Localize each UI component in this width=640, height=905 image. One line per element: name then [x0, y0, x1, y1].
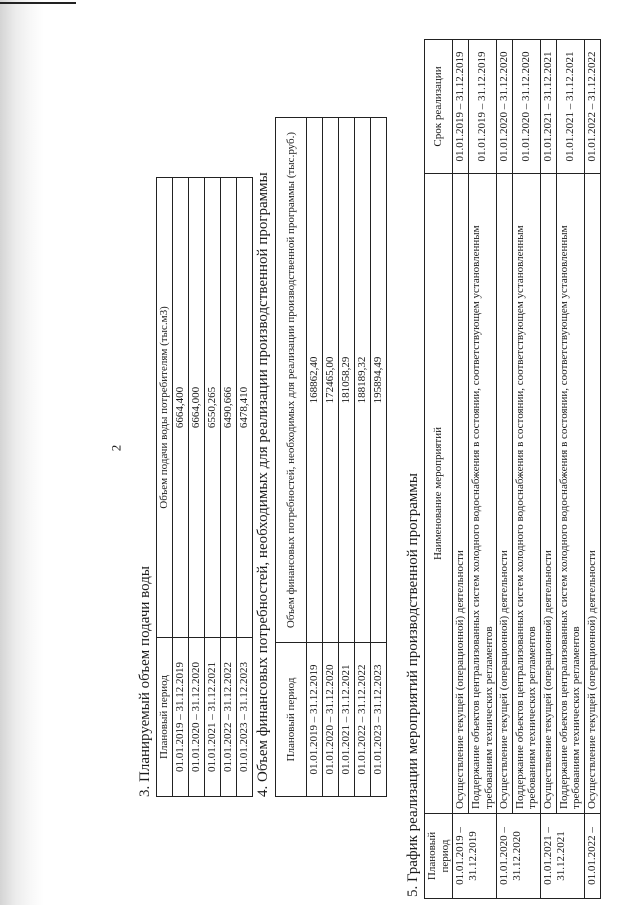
table-row	[371, 118, 387, 797]
deadline-cell: 01.01.2022 – 31.12.2022	[585, 40, 601, 174]
header-cell: Плановый период	[276, 643, 307, 797]
table-row	[355, 118, 371, 797]
value-cell: 6550,265	[205, 178, 221, 638]
period-cell: 01.01.2020 – 31.12.2020	[189, 638, 205, 797]
value-cell: 6490,666	[221, 178, 237, 638]
period-cell: 01.01.2019 – 31.12.2019	[453, 814, 497, 899]
table-header-row	[276, 118, 307, 797]
deadline-cell: 01.01.2019 – 31.12.2019	[453, 40, 469, 174]
header-cell: Плановый период	[157, 638, 173, 797]
value-cell: 6478,410	[237, 178, 253, 638]
value-cell: 188189,32	[355, 118, 371, 643]
section3-table	[156, 177, 253, 797]
deadline-cell: 01.01.2021 – 31.12.2021	[541, 40, 557, 174]
header-cell: Наименование мероприятий	[425, 174, 453, 814]
period-cell: 01.01.2023 – 31.12.2023	[371, 643, 387, 797]
activity-cell: Осуществление текущей (операционной) деятельности	[497, 174, 513, 814]
header-cell: Срок реализации	[425, 40, 453, 174]
section4-title: 4. Объем финансовых потребностей, необходимых для реализации производственной программы	[255, 172, 271, 797]
table-header-row	[157, 178, 173, 797]
value-cell: 181058,29	[339, 118, 355, 643]
deadline-cell: 01.01.2019 – 31.12.2019	[468, 40, 496, 174]
period-cell: 01.01.2020 – 31.12.2020	[323, 643, 339, 797]
table-row	[237, 178, 253, 797]
value-cell: 168862,40	[307, 118, 323, 643]
period-cell: 01.01.2021 – 31.12.2021	[339, 643, 355, 797]
section4-table	[275, 117, 387, 797]
table-row	[189, 178, 205, 797]
section5-table	[424, 39, 601, 899]
header-cell: Объем подачи воды потребителям (тыс.м3)	[157, 178, 173, 638]
table-row	[497, 40, 513, 899]
period-cell: 01.01.2021 – 31.12.2021	[541, 814, 585, 899]
table-row	[323, 118, 339, 797]
period-cell: 01.01.2019 – 31.12.2019	[307, 643, 323, 797]
value-cell: 6664,400	[173, 178, 189, 638]
deadline-cell: 01.01.2020 – 31.12.2020	[512, 40, 540, 174]
table-row	[221, 178, 237, 797]
page-number: 2	[108, 444, 124, 452]
value-cell: 195894,49	[371, 118, 387, 643]
table-row	[541, 40, 557, 899]
section5-title: 5. График реализации мероприятий производственной программы	[405, 473, 421, 897]
table-row	[453, 40, 469, 899]
deadline-cell: 01.01.2020 – 31.12.2020	[497, 40, 513, 174]
table-row	[468, 40, 496, 899]
value-cell: 6664,000	[189, 178, 205, 638]
activity-cell: Осуществление текущей (операционной) деятельности	[541, 174, 557, 814]
table-header-row	[425, 40, 453, 899]
period-cell: 01.01.2019 – 31.12.2019	[173, 638, 189, 797]
table-row	[307, 118, 323, 797]
activity-cell: Поддержание объектов централизованных систем холодного водоснабжения в состоянии, соответствующем установленным требованиям технических регламентов	[556, 174, 584, 814]
table-row	[512, 40, 540, 899]
table-row	[339, 118, 355, 797]
activity-cell: Осуществление текущей (операционной) деятельности	[585, 174, 601, 814]
activity-cell: Осуществление текущей (операционной) деятельности	[453, 174, 469, 814]
table-row	[585, 40, 601, 899]
period-cell: 01.01.2022 – 31.12.2022	[221, 638, 237, 797]
deadline-cell: 01.01.2021 – 31.12.2021	[556, 40, 584, 174]
period-cell: 01.01.2022 – 31.12.2022	[355, 643, 371, 797]
activity-cell: Поддержание объектов централизованных систем холодного водоснабжения в состоянии, соответствующем установленным требованиям технических регламентов	[468, 174, 496, 814]
section3-title: 3. Планируемый объем подачи воды	[137, 566, 153, 797]
header-cell: Объем финансовых потребностей, необходимых для реализации производственной программы (тыс.руб.)	[276, 118, 307, 643]
period-cell: 01.01.2022 –	[585, 814, 601, 899]
header-cell: Плановый период	[425, 814, 453, 899]
activity-cell: Поддержание объектов централизованных систем холодного водоснабжения в состоянии, соответствующем установленным требованиям технических регламентов	[512, 174, 540, 814]
table-row	[556, 40, 584, 899]
period-cell: 01.01.2021 – 31.12.2021	[205, 638, 221, 797]
table-row	[173, 178, 189, 797]
table-row	[205, 178, 221, 797]
period-cell: 01.01.2023 – 31.12.2023	[237, 638, 253, 797]
period-cell: 01.01.2020 – 31.12.2020	[497, 814, 541, 899]
value-cell: 172465,00	[323, 118, 339, 643]
